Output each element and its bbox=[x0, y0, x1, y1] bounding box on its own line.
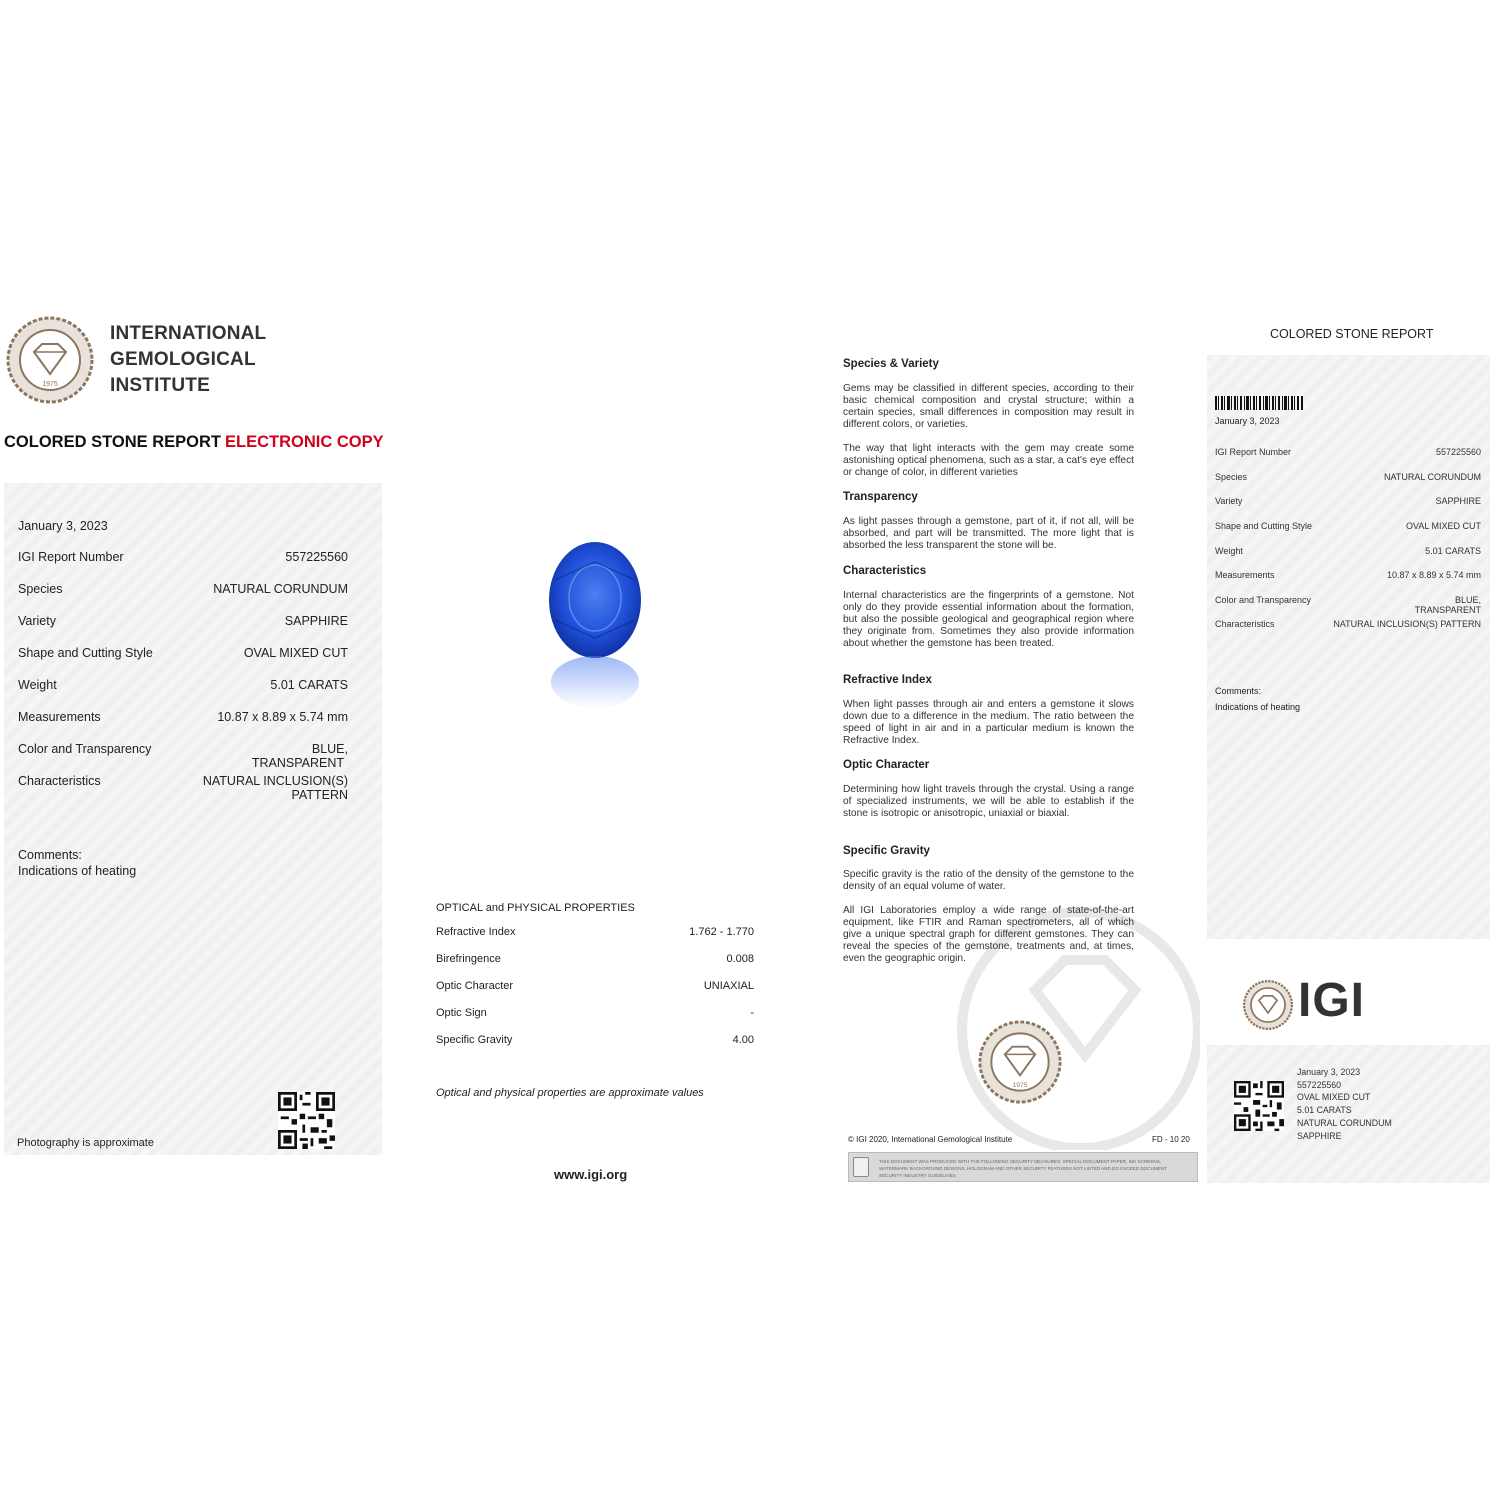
right-field-label: Color and Transparency bbox=[1215, 595, 1312, 605]
optical-value: 0.008 bbox=[726, 953, 754, 965]
website-link[interactable]: www.igi.org bbox=[554, 1167, 628, 1182]
section-heading: Refractive Index bbox=[843, 674, 932, 686]
optical-label: Optic Character bbox=[436, 980, 514, 992]
right-field-label: Measurements bbox=[1215, 570, 1275, 580]
section-paragraph: Specific gravity is the ratio of the density of the gemstone to the density of an equal volume of water. bbox=[843, 869, 1134, 892]
stub-info bbox=[1297, 1066, 1392, 1142]
optical-value: UNIAXIAL bbox=[703, 980, 754, 992]
right-comments-label: Comments: bbox=[1215, 686, 1262, 696]
stub-line: NATURAL CORUNDUM bbox=[1297, 1117, 1392, 1128]
barcode-icon bbox=[1215, 396, 1303, 410]
optical-properties-title: OPTICAL and PHYSICAL PROPERTIES bbox=[436, 902, 635, 914]
optical-value: 4.00 bbox=[732, 1034, 754, 1046]
stub-qr-code-icon bbox=[1234, 1081, 1284, 1131]
right-field-value: 557225560 bbox=[1435, 447, 1481, 457]
igi-seal-small bbox=[978, 1020, 1062, 1104]
section-paragraph: Gems may be classified in different species, according to their basic chemical composition and crystal structure; within a certain species, small differences in composition may result in different colors, or varieties. bbox=[843, 383, 1134, 430]
section-heading: Characteristics bbox=[843, 565, 927, 577]
brand-line-2: GEMOLOGICAL bbox=[110, 349, 256, 370]
sapphire-gem-photo bbox=[540, 540, 650, 710]
electronic-copy-label: ELECTRONIC COPY bbox=[225, 433, 384, 451]
right-field-value-line: TRANSPARENT bbox=[1414, 605, 1481, 615]
security-banner bbox=[848, 1152, 1198, 1182]
optical-label: Refractive Index bbox=[436, 926, 516, 938]
stub-line: SAPPHIRE bbox=[1297, 1130, 1342, 1141]
right-report-title: COLORED STONE REPORT bbox=[1270, 327, 1434, 341]
right-field-value: OVAL MIXED CUT bbox=[1405, 521, 1481, 531]
optical-label: Optic Sign bbox=[436, 1007, 487, 1019]
field-label: Color and Transparency bbox=[18, 742, 152, 756]
right-field-value: NATURAL INCLUSION(S) PATTERN bbox=[1333, 619, 1481, 629]
field-label: Weight bbox=[18, 678, 57, 692]
stub-line: January 3, 2023 bbox=[1297, 1067, 1361, 1077]
report-date: January 3, 2023 bbox=[18, 519, 108, 533]
lock-icon bbox=[853, 1157, 869, 1177]
field-label: Shape and Cutting Style bbox=[18, 646, 153, 660]
field-value: OVAL MIXED CUT bbox=[243, 646, 348, 660]
brand-line-3: INSTITUTE bbox=[110, 375, 210, 396]
section-paragraph: Determining how light travels through the crystal. Using a range of specialized instruments, we will be able to establish if the stone is isotropic or anisotropic, uniaxial or biaxial. bbox=[843, 784, 1134, 819]
right-field-value: NATURAL CORUNDUM bbox=[1383, 472, 1481, 482]
optical-label: Birefringence bbox=[436, 953, 501, 965]
right-field-label: Weight bbox=[1215, 546, 1243, 556]
brand-line-1: INTERNATIONAL bbox=[110, 323, 267, 344]
right-field-label: Shape and Cutting Style bbox=[1215, 521, 1313, 531]
right-field-value: 5.01 CARATS bbox=[1425, 546, 1481, 556]
field-label: Measurements bbox=[18, 710, 101, 724]
stub-line: 5.01 CARATS bbox=[1297, 1105, 1352, 1116]
field-value-line: PATTERN bbox=[291, 788, 348, 802]
right-field-value: 10.87 x 8.89 x 5.74 mm bbox=[1386, 570, 1481, 580]
section-paragraph: The way that light interacts with the gem may create some astonishing optical phenomena, such as a star, a cat's eye effect or change of color, in different varieties bbox=[843, 443, 1134, 478]
optical-value: - bbox=[750, 1007, 754, 1019]
field-value-line: NATURAL INCLUSION(S) bbox=[202, 774, 348, 788]
section-paragraph: As light passes through a gemstone, part of it, if not all, will be absorbed, and part will be transmitted. The more light that is absorbed the less transparent the stone will be. bbox=[843, 516, 1134, 551]
comments-label: Comments: bbox=[18, 848, 82, 862]
report-title: COLORED STONE REPORT bbox=[4, 433, 221, 451]
field-value: 557225560 bbox=[285, 550, 348, 564]
field-value bbox=[168, 774, 348, 802]
brand-name bbox=[110, 321, 266, 399]
optical-value: 1.762 - 1.770 bbox=[689, 926, 754, 938]
igi-logo-seal bbox=[1243, 980, 1293, 1030]
section-paragraph: When light passes through air and enters a gemstone it slows down due to a difference in the medium. The ratio between the speed of light in air and in a particular medium is known the Refractive Index. bbox=[843, 699, 1134, 746]
field-label: Variety bbox=[18, 614, 56, 628]
field-value: 5.01 CARATS bbox=[270, 678, 348, 692]
field-label: Characteristics bbox=[18, 774, 101, 788]
form-code: FD - 10 20 bbox=[1152, 1135, 1190, 1144]
igi-seal-logo bbox=[6, 316, 94, 404]
comments-value: Indications of heating bbox=[18, 864, 137, 878]
right-field-label: Characteristics bbox=[1215, 619, 1275, 629]
security-note: THIS DOCUMENT WAS PRODUCED WITH THE FOLLOWING SECURITY MEASURES: SPECIAL DOCUMENT PAPER, INK SCREENS, WATERMARK BACKGROUND DESIGNS, HOLOGRAM AND OTHER SECURITY FEATURES NOT LISTED AND DO EXCEED DOCUMENT SECURITY INDUSTRY GUIDELINES bbox=[879, 1159, 1167, 1178]
qr-code-icon bbox=[278, 1092, 335, 1149]
right-field-label: Species bbox=[1215, 472, 1248, 482]
right-comments-value: Indications of heating bbox=[1215, 702, 1301, 712]
section-heading: Species & Variety bbox=[843, 358, 939, 370]
right-report-date: January 3, 2023 bbox=[1215, 416, 1280, 426]
svg-text:1975: 1975 bbox=[42, 381, 58, 388]
field-value: NATURAL CORUNDUM bbox=[213, 582, 348, 596]
field-label: IGI Report Number bbox=[18, 550, 124, 564]
photo-note: Photography is approximate bbox=[17, 1137, 154, 1149]
section-heading: Transparency bbox=[843, 491, 918, 503]
section-heading: Specific Gravity bbox=[843, 845, 930, 857]
right-field-value: SAPPHIRE bbox=[1435, 496, 1481, 506]
copyright-text: © IGI 2020, International Gemological Institute bbox=[848, 1135, 1013, 1144]
field-value: 10.87 x 8.89 x 5.74 mm bbox=[217, 710, 348, 724]
svg-text:1975: 1975 bbox=[1012, 1081, 1028, 1089]
igi-logo-text: IGI bbox=[1298, 974, 1366, 1027]
section-paragraph: Internal characteristics are the fingerprints of a gemstone. Not only do they provide essential information about the formation, but also the possible geological and geographical region where they originate from. Sometimes they also provide information about whether the gemstone has been treated. bbox=[843, 590, 1134, 649]
optical-label: Specific Gravity bbox=[436, 1034, 513, 1046]
field-label: Species bbox=[18, 582, 63, 596]
field-value: SAPPHIRE bbox=[284, 614, 348, 628]
section-paragraph: All IGI Laboratories employ a wide range of state-of-the-art equipment, like FTIR and Raman spectrometers, all of which give a unique spectral graph for different gemstones. They can reveal the species of the gemstone, treatments and, at times, even the geographic origin. bbox=[843, 905, 1134, 964]
optical-note: Optical and physical properties are approximate values bbox=[436, 1087, 704, 1099]
section-heading: Optic Character bbox=[843, 759, 930, 771]
right-field-value bbox=[1321, 595, 1481, 615]
right-field-label: IGI Report Number bbox=[1215, 447, 1292, 457]
stub-line: 557225560 bbox=[1297, 1079, 1342, 1090]
right-field-value-line: BLUE, bbox=[1454, 595, 1481, 605]
right-watermark-panel bbox=[1207, 355, 1490, 939]
field-value bbox=[168, 742, 348, 770]
right-field-label: Variety bbox=[1215, 496, 1243, 506]
field-value-line: TRANSPARENT bbox=[251, 756, 344, 770]
field-value-line: BLUE, bbox=[311, 742, 348, 756]
stub-line: OVAL MIXED CUT bbox=[1297, 1092, 1371, 1103]
